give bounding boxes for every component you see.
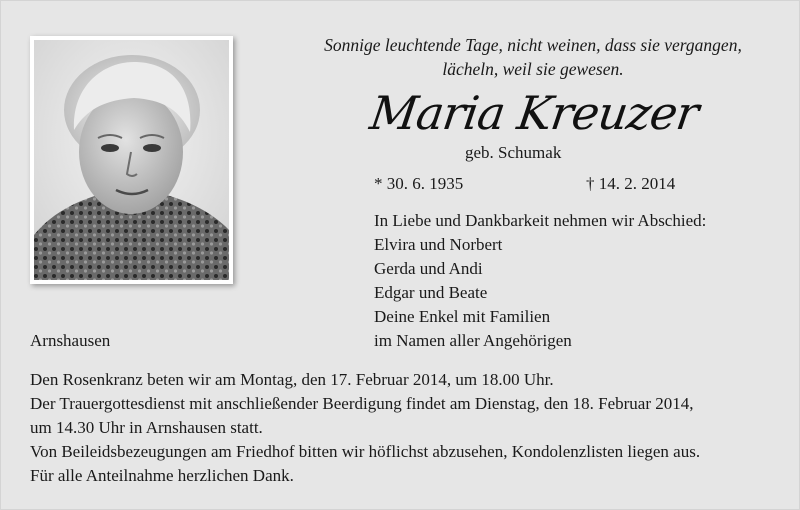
deceased-name: Maria Kreuzer <box>366 86 702 140</box>
notice-line: um 14.30 Uhr in Arnshausen statt. <box>30 418 263 437</box>
service-notices <box>30 368 790 488</box>
mourner-line: Gerda und Andi <box>374 259 483 278</box>
mourners-intro: In Liebe und Dankbarkeit nehmen wir Abschied: <box>374 211 707 230</box>
maiden-name: geb. Schumak <box>465 143 562 162</box>
mourners-list <box>374 209 706 353</box>
death-date: † 14. 2. 2014 <box>586 174 676 193</box>
mourner-line: Edgar und Beate <box>374 283 488 302</box>
verse-line-2: lächeln, weil sie gewesen. <box>442 59 624 79</box>
notice-line: Der Trauergottesdienst mit anschließender Beerdigung findet am Dienstag, den 18. Februar 2014, <box>30 394 694 413</box>
place-name: Arnshausen <box>30 331 111 350</box>
notice-line: Den Rosenkranz beten wir am Montag, den 17. Februar 2014, um 18.00 Uhr. <box>30 370 554 389</box>
notice-line: Von Beileidsbezeugungen am Friedhof bitten wir höflichst abzusehen, Kondolenzlisten liegen aus. <box>30 442 701 461</box>
mourner-line: Elvira und Norbert <box>374 235 503 254</box>
portrait-photo <box>30 36 233 284</box>
memorial-verse <box>263 33 800 81</box>
portrait-image <box>34 40 229 280</box>
mourner-line: im Namen aller Angehörigen <box>374 331 572 350</box>
notice-line: Für alle Anteilnahme herzlichen Dank. <box>30 466 294 485</box>
mourner-line: Deine Enkel mit Familien <box>374 307 551 326</box>
birth-date: * 30. 6. 1935 <box>374 174 464 193</box>
verse-line-1: Sonnige leuchtende Tage, nicht weinen, dass sie vergangen, <box>324 35 742 55</box>
